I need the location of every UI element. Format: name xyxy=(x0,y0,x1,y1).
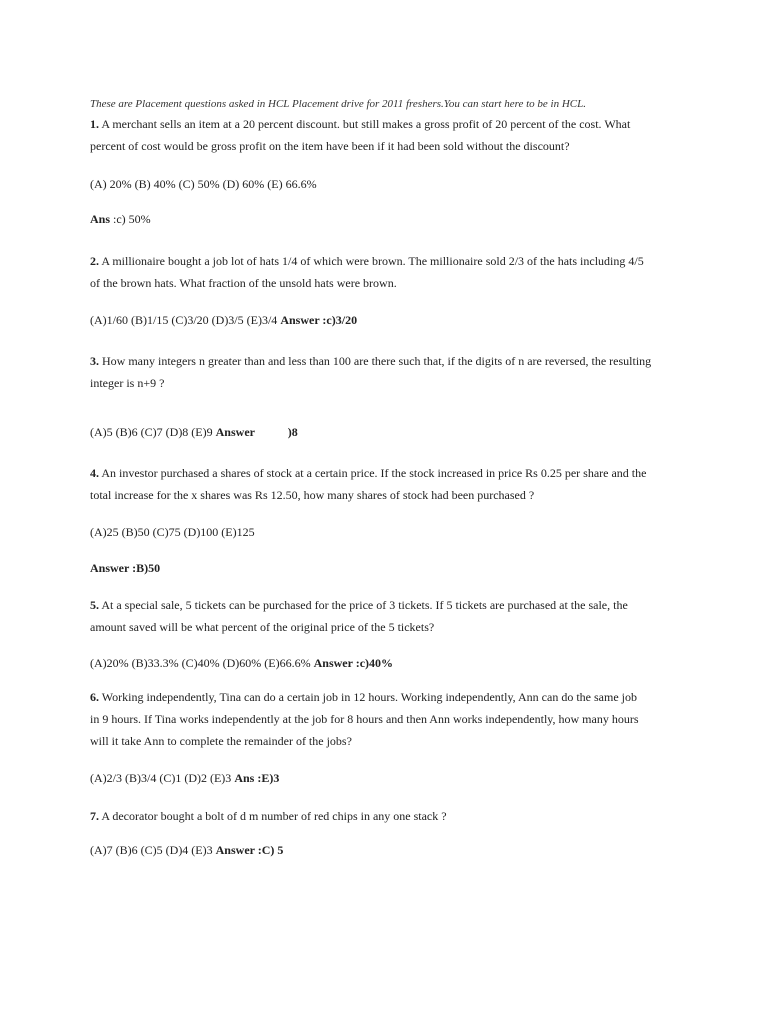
question-5-options: (A)20% (B)33.3% (C)40% (D)60% (E)66.6% xyxy=(90,656,314,670)
question-2-text-2: of the brown hats. What fraction of the unsold hats were brown. xyxy=(90,276,397,290)
question-5-text-1: At a special sale, 5 tickets can be purchased for the price of 3 tickets. If 5 tickets are purchased at the sale, the xyxy=(99,598,628,612)
question-3-number: 3. xyxy=(90,354,99,368)
question-2-text-1: A millionaire bought a job lot of hats 1/4 of which were brown. The millionaire sold 2/3 of the hats including 4/5 xyxy=(99,254,644,268)
question-1-answer xyxy=(90,211,151,227)
intro-text: These are Placement questions asked in HCL Placement drive for 2011 freshers.You can start here to be in HCL. xyxy=(90,98,586,110)
question-6-number: 6. xyxy=(90,690,99,704)
question-6-text-2: in 9 hours. If Tina works independently at the job for 8 hours and then Ann works independently, how many hours xyxy=(90,712,639,726)
question-3-line-1 xyxy=(90,353,651,369)
question-6-options: (A)2/3 (B)3/4 (C)1 (D)2 (E)3 xyxy=(90,771,235,785)
question-1-answer-label: Ans xyxy=(90,212,111,226)
question-1-options: (A) 20% (B) 40% (C) 50% (D) 60% (E) 66.6% xyxy=(90,177,317,191)
question-7-text-1: A decorator bought a bolt of d m number of red chips in any one stack ? xyxy=(99,809,447,823)
question-7-line-1 xyxy=(90,808,447,824)
question-5-answer: Answer :c)40% xyxy=(313,656,394,670)
question-4-number: 4. xyxy=(90,466,99,480)
question-6-options-line xyxy=(90,770,279,786)
question-2-options-line xyxy=(90,312,357,328)
question-4-text-2: total increase for the x shares was Rs 12.50, how many shares of stock had been purchased ? xyxy=(90,488,535,502)
question-1-line-1 xyxy=(90,116,630,132)
question-6-line-1 xyxy=(90,689,637,705)
question-3-text-2: integer is n+9 ? xyxy=(90,376,165,390)
question-5-number: 5. xyxy=(90,598,99,612)
question-4-answer-line xyxy=(90,560,160,576)
question-3-answer: Answer )8 xyxy=(215,425,298,439)
question-3-options: (A)5 (B)6 (C)7 (D)8 (E)9 xyxy=(90,425,216,439)
question-7-options: (A)7 (B)6 (C)5 (D)4 (E)3 xyxy=(90,843,216,857)
question-6-text-3: will it take Ann to complete the remainder of the jobs? xyxy=(90,734,352,748)
question-7-options-line xyxy=(90,842,283,858)
question-7-number: 7. xyxy=(90,809,99,823)
question-1-answer-value: :c) 50% xyxy=(110,212,151,226)
question-1-text-2: percent of cost would be gross profit on the item have been if it had been sold without the discount? xyxy=(90,139,570,153)
question-3-options-line xyxy=(90,424,298,440)
question-7-answer: Answer :C) 5 xyxy=(215,843,284,857)
question-5-text-2: amount saved will be what percent of the original price of the 5 tickets? xyxy=(90,620,435,634)
question-5-line-1 xyxy=(90,597,628,613)
question-2-options: (A)1/60 (B)1/15 (C)3/20 (D)3/5 (E)3/4 xyxy=(90,313,281,327)
question-5-options-line xyxy=(90,655,393,671)
question-3-text-1: How many integers n greater than and less than 100 are there such that, if the digits of n are reversed, the resulting xyxy=(99,354,652,368)
question-2-line-1 xyxy=(90,253,644,269)
question-1-text-1: A merchant sells an item at a 20 percent discount. but still makes a gross profit of 20 percent of the cost. What xyxy=(99,117,631,131)
question-4-text-1: An investor purchased a shares of stock at a certain price. If the stock increased in price Rs 0.25 per share and the xyxy=(99,466,647,480)
question-2-answer: Answer :c)3/20 xyxy=(280,313,358,327)
question-2-number: 2. xyxy=(90,254,99,268)
question-4-options: (A)25 (B)50 (C)75 (D)100 (E)125 xyxy=(90,525,255,539)
question-6-answer: Ans :E)3 xyxy=(234,771,280,785)
question-4-line-1 xyxy=(90,465,646,481)
question-1-number: 1. xyxy=(90,117,99,131)
question-6-text-1: Working independently, Tina can do a certain job in 12 hours. Working independently, Ann can do the same job xyxy=(99,690,637,704)
question-4-answer: Answer :B)50 xyxy=(90,561,161,575)
